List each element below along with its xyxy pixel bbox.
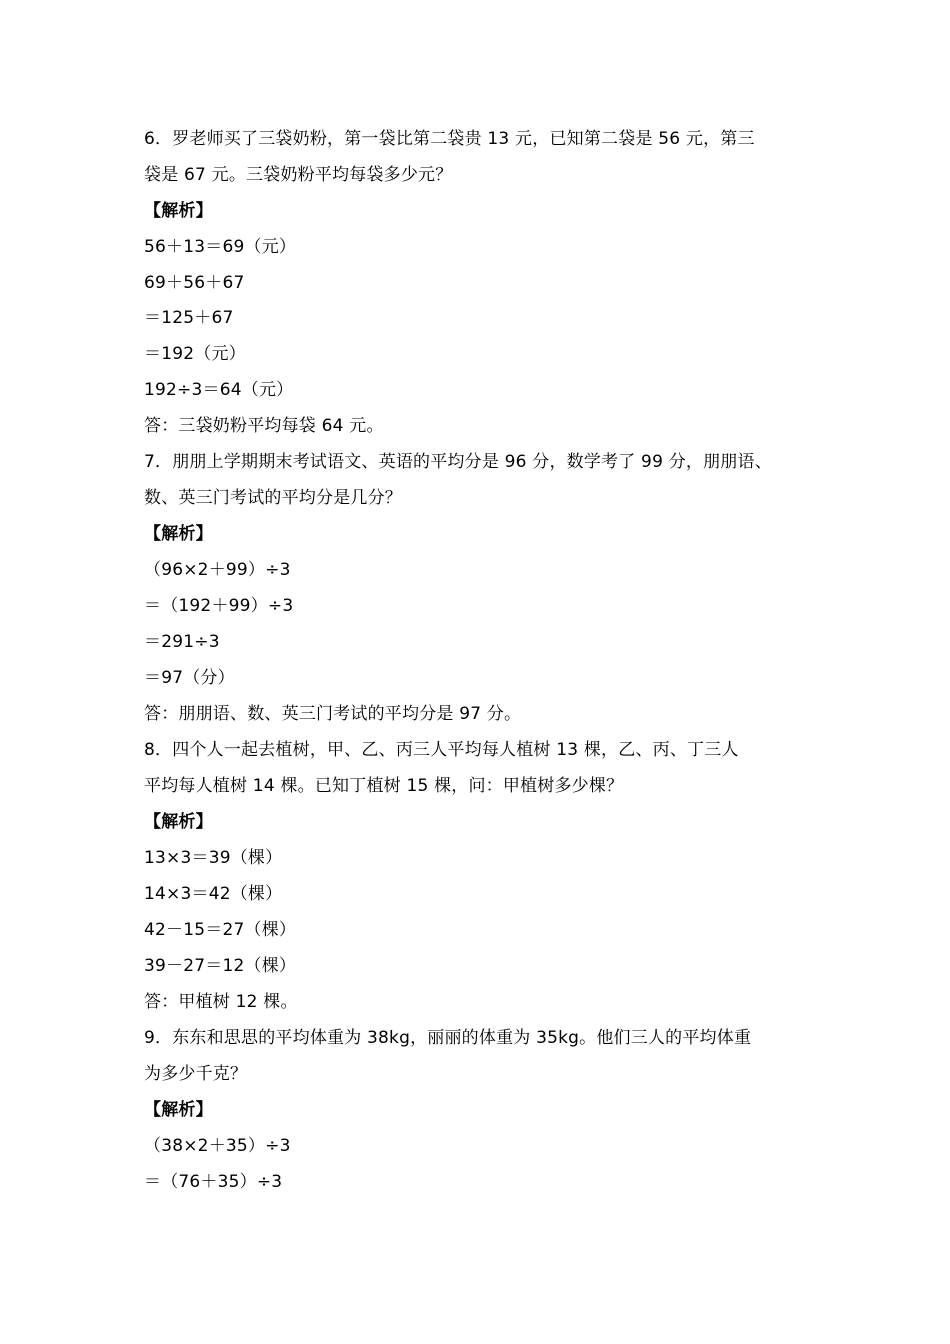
problem-6-step-5: 192÷3＝64（元） — [144, 380, 294, 400]
problem-6-step-2: 69＋56＋67 — [144, 273, 245, 293]
problem-6-step-4: ＝192（元） — [144, 344, 246, 364]
problem-9-question-line-2: 为多少千克？ — [144, 1064, 248, 1084]
problem-6-step-3: ＝125＋67 — [144, 308, 234, 328]
problem-7-step-2: ＝（192＋99）÷3 — [144, 596, 294, 616]
problem-7-answer: 答：朋朋语、数、英三门考试的平均分是 97 分。 — [144, 704, 522, 724]
problem-8-step-1: 13×3＝39（棵） — [144, 848, 283, 868]
problem-7-step-4: ＝97（分） — [144, 668, 235, 688]
problem-7-question-line-2: 数、英三门考试的平均分是几分？ — [144, 488, 402, 508]
problem-9-step-2: ＝（76＋35）÷3 — [144, 1172, 283, 1192]
problem-7-step-1: （96×2＋99）÷3 — [144, 560, 291, 580]
problem-6-step-1: 56＋13＝69（元） — [144, 237, 297, 257]
problem-8-question-line-1: 8．四个人一起去植树，甲、乙、丙三人平均每人植树 13 棵，乙、丙、丁三人 — [144, 740, 739, 760]
problem-8-step-3: 42－15＝27（棵） — [144, 920, 297, 940]
problem-8-analysis-label: 【解析】 — [144, 812, 213, 832]
problem-6-question-line-1: 6．罗老师买了三袋奶粉，第一袋比第二袋贵 13 元，已知第二袋是 56 元，第三 — [144, 129, 755, 149]
problem-9-question-line-1: 9．东东和思思的平均体重为 38kg，丽丽的体重为 35kg。他们三人的平均体重 — [144, 1028, 752, 1048]
problem-6-analysis-label: 【解析】 — [144, 201, 213, 221]
problem-9-step-1: （38×2＋35）÷3 — [144, 1136, 291, 1156]
problem-6-question-line-2: 袋是 67 元。三袋奶粉平均每袋多少元？ — [144, 165, 453, 185]
problem-7-step-3: ＝291÷3 — [144, 632, 220, 652]
problem-8-question-line-2: 平均每人植树 14 棵。已知丁植树 15 棵，问：甲植树多少棵？ — [144, 776, 624, 796]
problem-7-analysis-label: 【解析】 — [144, 524, 213, 544]
problem-8-answer: 答：甲植树 12 棵。 — [144, 992, 298, 1012]
problem-8-step-4: 39－27＝12（棵） — [144, 956, 297, 976]
problem-9-analysis-label: 【解析】 — [144, 1100, 213, 1120]
problem-7-question-line-1: 7．朋朋上学期期末考试语文、英语的平均分是 96 分，数学考了 99 分，朋朋语、 — [144, 452, 772, 472]
problem-6-answer: 答：三袋奶粉平均每袋 64 元。 — [144, 416, 384, 436]
problem-8-step-2: 14×3＝42（棵） — [144, 884, 283, 904]
